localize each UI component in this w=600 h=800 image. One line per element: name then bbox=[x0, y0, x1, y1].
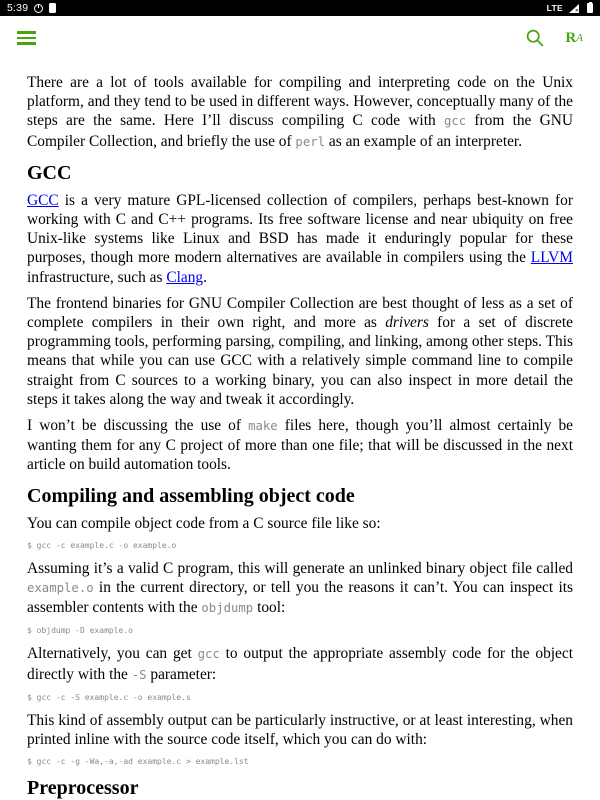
inline-code: gcc bbox=[197, 647, 220, 662]
article-link[interactable]: Clang bbox=[166, 268, 204, 286]
search-icon[interactable] bbox=[525, 28, 545, 48]
app-toolbar bbox=[0, 16, 600, 60]
font-settings-icon[interactable] bbox=[565, 31, 583, 46]
inline-code: perl bbox=[295, 134, 326, 149]
article bbox=[0, 60, 600, 799]
inline-code: -S bbox=[131, 667, 147, 682]
inline-code: example.o bbox=[27, 581, 94, 596]
network-type-label: LTE bbox=[546, 3, 563, 13]
signal-icon bbox=[569, 4, 579, 13]
paragraph: There are a lot of tools available for compiling and interpreting code on the Unix platform, and they tend to be used in different ways. However, conceptually many of the steps are the same. Here I’ll discuss compiling C code with gcc from the GNU Compiler Collection, and briefly the use of perl as an example of an interpreter. bbox=[27, 74, 573, 150]
card-icon bbox=[49, 3, 56, 13]
article-link[interactable]: GCC bbox=[27, 191, 59, 209]
status-bar bbox=[0, 0, 600, 16]
paragraph: This kind of assembly output can be particularly instructive, or at least interesting, when printed inline with the source code itself, which you can do with: bbox=[27, 711, 573, 749]
section-heading: Compiling and assembling object code bbox=[27, 484, 355, 507]
inline-code: make bbox=[248, 419, 278, 434]
paragraph: The frontend binaries for GNU Compiler Collection are best thought of less as a set of complete compilers in their own right, and more as drivers for a set of discrete programming tools, performing parsing, compiling, and linking, among other steps. This means that while you can use GCC with a relatively simple command line to compile straight from C sources to a working binary, you can also inspect in more detail the steps it takes along the way and tweak it accordingly. bbox=[27, 294, 573, 408]
paragraph: Alternatively, you can get gcc to output the appropriate assembly code for the object directly with the -S parameter: bbox=[27, 645, 573, 683]
menu-icon[interactable] bbox=[17, 31, 36, 45]
code-block: $ objdump -D example.o bbox=[27, 626, 133, 636]
section-heading: GCC bbox=[27, 161, 72, 184]
article-link[interactable]: LLVM bbox=[530, 249, 573, 267]
code-block: $ gcc -c -g -Wa,-a,-ad example.c > example.lst bbox=[27, 757, 249, 767]
paragraph: GCC is a very mature GPL-licensed collection of compilers, perhaps best-known for working with C and C++ programs. Its free software license and near ubiquity on free Unix-like systems like Linux and BSD has made it enduringly popular for these purposes, though more modern alternatives are available in compilers using the LLVM infrastructure, such as Clang. bbox=[27, 191, 573, 286]
emphasis: drivers bbox=[385, 314, 429, 332]
paragraph: I won’t be discussing the use of make files here, though you’ll almost certainly be wanting them for any C project of more than one file; that will be discussed in the next article on build automation tools. bbox=[27, 417, 573, 474]
font-icon-main-letter: R bbox=[565, 29, 577, 46]
code-block: $ gcc -c example.c -o example.o bbox=[27, 540, 177, 550]
font-icon-sub-letter: A bbox=[576, 31, 583, 44]
paragraph: You can compile object code from a C source file like so: bbox=[27, 514, 381, 532]
clock-icon bbox=[34, 4, 43, 13]
clock-time: 5:39 bbox=[7, 2, 29, 14]
battery-icon bbox=[587, 3, 593, 13]
inline-code: objdump bbox=[201, 601, 254, 616]
paragraph: Assuming it’s a valid C program, this will generate an unlinked binary object file called example.o in the current directory, or tell you the reasons it can’t. You can inspect its assembler contents with the objdump tool: bbox=[27, 559, 573, 617]
section-heading: Preprocessor bbox=[27, 777, 139, 800]
inline-code: gcc bbox=[443, 114, 467, 129]
code-block: $ gcc -c -S example.c -o example.s bbox=[27, 692, 191, 702]
